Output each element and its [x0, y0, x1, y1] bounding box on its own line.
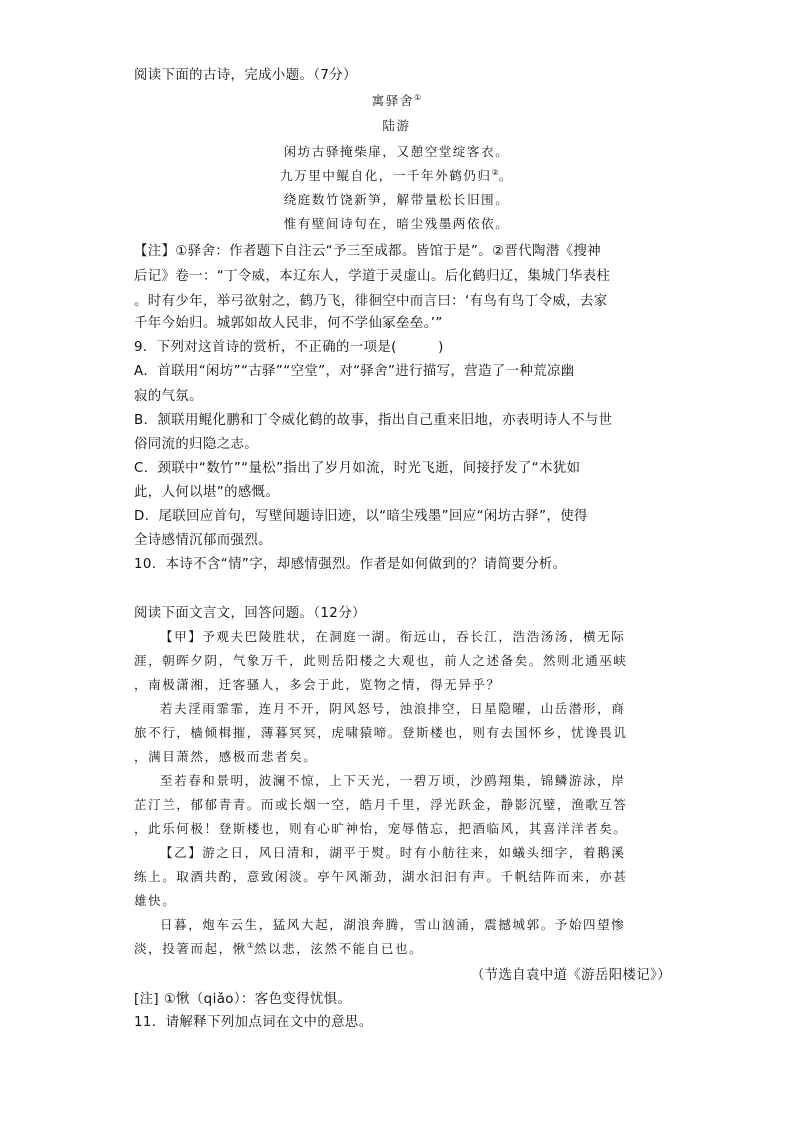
passage-line: 雄快。 — [134, 893, 177, 908]
footnote-marker: ② — [491, 168, 499, 177]
passage-line: 淡，投箸而起，愀①然以悲，泫然不能自已也。 — [134, 941, 424, 956]
passage-line: 【甲】予观夫巴陵胜状，在洞庭一湖。衔远山，吞长江，浩浩汤汤，横无际 — [160, 629, 626, 644]
passage-line: ，此乐何极！登斯楼也，则有心旷神怡，宠辱偕忘，把酒临风，其喜洋洋者矣。 — [134, 821, 628, 836]
passage-line: 日暮，炮车云生，猛风大起，湖浪奔腾，雪山汹涌，震撼城郭。予始四望惨 — [160, 917, 626, 932]
poem-line: 惟有壁间诗句在，暗尘残墨两依依。 — [283, 216, 510, 231]
question-9-option-a: A．首联用“闲坊”“古驿”“空堂”，对“驿舍”进行描写，营造了一种荒凉幽 — [134, 364, 575, 379]
poem-title: 寓驿舍① — [371, 93, 422, 108]
passage-line: 芷汀兰，郁郁青青。而或长烟一空，皓月千里，浮光跃金，静影沉璧，渔歌互答 — [134, 797, 628, 812]
passage-line: ，满目萧然，感极而悲者矣。 — [134, 749, 318, 764]
annotation-line: 后记》卷一：“丁令威，本辽东人，学道于灵虚山。后化鹤归辽，集城门华表柱 — [134, 269, 611, 284]
annotation-line: 千年今始归。城郭如故人民非，何不学仙冢垒垒。’” — [134, 316, 443, 331]
passage-line: 【乙】游之日，风日清和，湖平于熨。时有小舫往来，如蟻头细字，着鹅溪 — [160, 845, 626, 860]
passage-source: （节选自袁中道《游岳阳楼记》） — [470, 968, 671, 983]
passage-line: ，南极潇湘，迁客骚人，多会于此，览物之情，得无异乎？ — [134, 677, 501, 692]
question-11: 11．请解释下列加点词在文中的意思。 — [134, 1015, 373, 1030]
footnote-marker: ① — [414, 93, 422, 102]
question-9-option-b: 俗同流的归隐之志。 — [134, 437, 259, 452]
question-9-option-b: B．颔联用鲲化鹏和丁令威化鹤的故事，指出自己重来旧地，亦表明诗人不与世 — [134, 413, 613, 428]
question-9-option-a: 寂的气氛。 — [134, 389, 203, 404]
passage-line: 旅不行，樯倾楫摧，薄暮冥冥，虎啸猿啼。登斯楼也，则有去国怀乡，忧谗畏讥 — [134, 725, 628, 740]
question-9-option-d: D．尾联回应首句，写壁间题诗旧迹，以“暗尘残墨”回应“闲坊古驿”，使得 — [134, 509, 588, 524]
passage-note: [注] ①愀（qiǎo）：客色变得忧惧。 — [134, 992, 352, 1007]
question-10: 10．本诗不含“情”字，却感情强烈。作者是如何做到的？请简要分析。 — [134, 557, 567, 572]
annotation-line: 。时有少年，举弓欲射之，鹤乃飞，徘徊空中而言曰：‘有鸟有鸟丁令威，去家 — [134, 294, 608, 309]
section2-instruction: 阅读下面文言文，回答问题。（12分） — [134, 606, 366, 621]
question-9-option-c: C．颈联中“数竹”“量松”指出了岁月如流，时光飞逝，间接抒发了“木犹如 — [134, 461, 581, 476]
question-9-stem: 9．下列对这首诗的赏析，不正确的一项是( ) — [134, 340, 444, 355]
poem-line: 九万里中鲲自化，一千年外鹤仍归②。 — [280, 168, 513, 183]
passage-line: 若夫淫雨霏霏，连月不开，阴风怒号，浊浪排空，日星隐曜，山岳潜形，商 — [160, 701, 626, 716]
question-9-option-c: 此，人何以堪”的感慨。 — [134, 485, 280, 500]
passage-line: 涯，朝晖夕阴，气象万千，此则岳阳楼之大观也，前人之述备矣。然则北通巫峡 — [134, 653, 628, 668]
poem-line: 绕庭数竹饶新笋，解带量松长旧围。 — [283, 192, 510, 207]
passage-line: 至若春和景明，波澜不惊，上下天光，一碧万顷，沙鸥翔集，锦鳞游泳，岸 — [160, 773, 626, 788]
poem-line: 闲坊古驿掩柴扉，又憩空堂绽客衣。 — [283, 144, 510, 159]
passage-line: 练上。取酒共酌，意致闲淡。亭午风渐劲，湖水汩汩有声。千帆结阵而来，亦甚 — [134, 869, 628, 884]
poem-author: 陆游 — [382, 118, 411, 133]
question-9-option-d: 全诗感情沉郁而强烈。 — [134, 533, 272, 548]
section1-instruction: 阅读下面的古诗，完成小题。（7分） — [134, 68, 357, 83]
footnote-marker: ① — [246, 941, 254, 950]
annotation-line: 【注】①驿舍：作者题下自注云“予三至成都。皆馆于是”。②晋代陶潜《搜神 — [134, 244, 601, 259]
